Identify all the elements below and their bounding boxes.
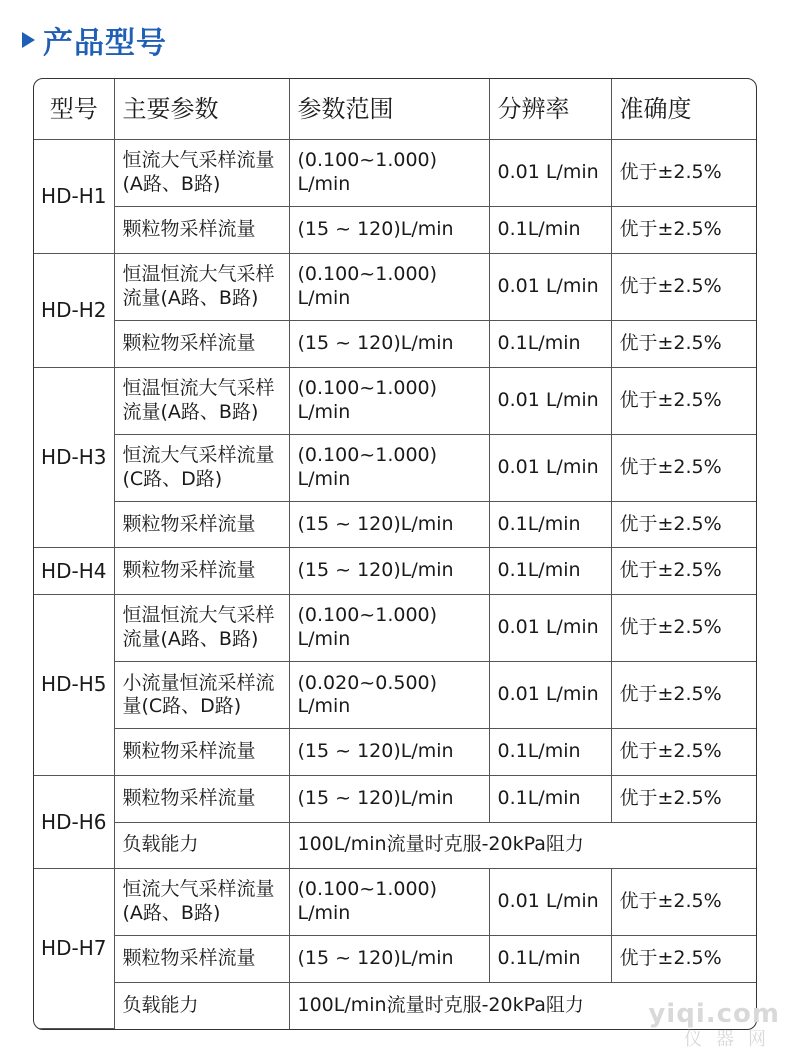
accuracy-cell: 优于±2.5% [611,936,756,983]
table-row [34,936,756,983]
section-heading [22,18,167,62]
param-cell: 恒流大气采样流量(C路、D路) [114,434,289,501]
range-cell: (0.100~1.000) L/min [289,140,489,207]
triangle-bullet-icon [22,32,35,48]
accuracy-cell: 优于±2.5% [611,869,756,936]
header-model: 型号 [34,79,114,140]
table-row [34,367,756,434]
accuracy-cell: 优于±2.5% [611,434,756,501]
param-cell: 颗粒物采样流量 [114,207,289,254]
model-cell: HD-H3 [34,367,114,548]
accuracy-cell: 优于±2.5% [611,595,756,662]
range-cell: (0.100~1.000) L/min [289,595,489,662]
accuracy-cell: 优于±2.5% [611,367,756,434]
range-cell: (15 ~ 120)L/min [289,729,489,776]
resolution-cell: 0.01 L/min [489,434,611,501]
range-cell: (15 ~ 120)L/min [289,936,489,983]
accuracy-cell: 优于±2.5% [611,207,756,254]
resolution-cell: 0.1L/min [489,729,611,776]
table-row [34,320,756,367]
table-row [34,595,756,662]
model-cell: HD-H4 [34,548,114,595]
model-cell: HD-H7 [34,869,114,1029]
page-title: 产品型号 [43,26,167,61]
param-cell: 恒流大气采样流量(A路、B路) [114,869,289,936]
param-cell: 恒温恒流大气采样流量(A路、B路) [114,253,289,320]
header-resolution: 分辨率 [489,79,611,140]
param-cell: 负载能力 [114,822,289,869]
accuracy-cell: 优于±2.5% [611,662,756,729]
range-cell: (15 ~ 120)L/min [289,320,489,367]
accuracy-cell: 优于±2.5% [611,729,756,776]
model-cell: HD-H2 [34,253,114,367]
model-cell: HD-H6 [34,775,114,868]
param-cell: 恒温恒流大气采样流量(A路、B路) [114,595,289,662]
range-cell: (0.100~1.000) L/min [289,253,489,320]
model-cell: HD-H5 [34,595,114,776]
load-capacity-cell: 100L/min流量时克服-20kPa阻力 [289,822,756,869]
load-capacity-cell: 100L/min流量时克服-20kPa阻力 [289,982,756,1028]
param-cell: 恒流大气采样流量(A路、B路) [114,140,289,207]
param-cell: 颗粒物采样流量 [114,320,289,367]
range-cell: (15 ~ 120)L/min [289,775,489,822]
range-cell: (15 ~ 120)L/min [289,548,489,595]
range-cell: (0.100~1.000) L/min [289,367,489,434]
param-cell: 小流量恒流采样流量(C路、D路) [114,662,289,729]
param-cell: 负载能力 [114,982,289,1028]
table-row [34,501,756,548]
resolution-cell: 0.1L/min [489,320,611,367]
param-cell: 颗粒物采样流量 [114,501,289,548]
table-row [34,822,756,869]
resolution-cell: 0.1L/min [489,936,611,983]
resolution-cell: 0.01 L/min [489,869,611,936]
table-row [34,434,756,501]
param-cell: 颗粒物采样流量 [114,729,289,776]
watermark [648,999,780,1051]
table-row [34,729,756,776]
range-cell: (0.100~1.000) L/min [289,869,489,936]
table-row [34,662,756,729]
table-row [34,207,756,254]
table-row [34,253,756,320]
header-accuracy: 准确度 [611,79,756,140]
range-cell: (0.020~0.500) L/min [289,662,489,729]
range-cell: (15 ~ 120)L/min [289,501,489,548]
table-row [34,140,756,207]
resolution-cell: 0.01 L/min [489,140,611,207]
accuracy-cell: 优于±2.5% [611,320,756,367]
table-row [34,775,756,822]
resolution-cell: 0.1L/min [489,501,611,548]
accuracy-cell: 优于±2.5% [611,253,756,320]
resolution-cell: 0.1L/min [489,775,611,822]
product-model-table [33,78,757,1030]
param-cell: 恒温恒流大气采样流量(A路、B路) [114,367,289,434]
watermark-domain: yiqi.com [648,999,780,1029]
param-cell: 颗粒物采样流量 [114,548,289,595]
accuracy-cell: 优于±2.5% [611,548,756,595]
resolution-cell: 0.01 L/min [489,253,611,320]
accuracy-cell: 优于±2.5% [611,501,756,548]
param-cell: 颗粒物采样流量 [114,775,289,822]
accuracy-cell: 优于±2.5% [611,775,756,822]
table-row [34,548,756,595]
table-header-row [34,79,756,140]
resolution-cell: 0.1L/min [489,207,611,254]
range-cell: (15 ~ 120)L/min [289,207,489,254]
range-cell: (0.100~1.000) L/min [289,434,489,501]
resolution-cell: 0.01 L/min [489,367,611,434]
header-range: 参数范围 [289,79,489,140]
watermark-name: 仪器网 [684,1029,780,1050]
accuracy-cell: 优于±2.5% [611,140,756,207]
table-row [34,869,756,936]
model-cell: HD-H1 [34,140,114,254]
resolution-cell: 0.01 L/min [489,662,611,729]
resolution-cell: 0.1L/min [489,548,611,595]
resolution-cell: 0.01 L/min [489,595,611,662]
header-main-param: 主要参数 [114,79,289,140]
param-cell: 颗粒物采样流量 [114,936,289,983]
